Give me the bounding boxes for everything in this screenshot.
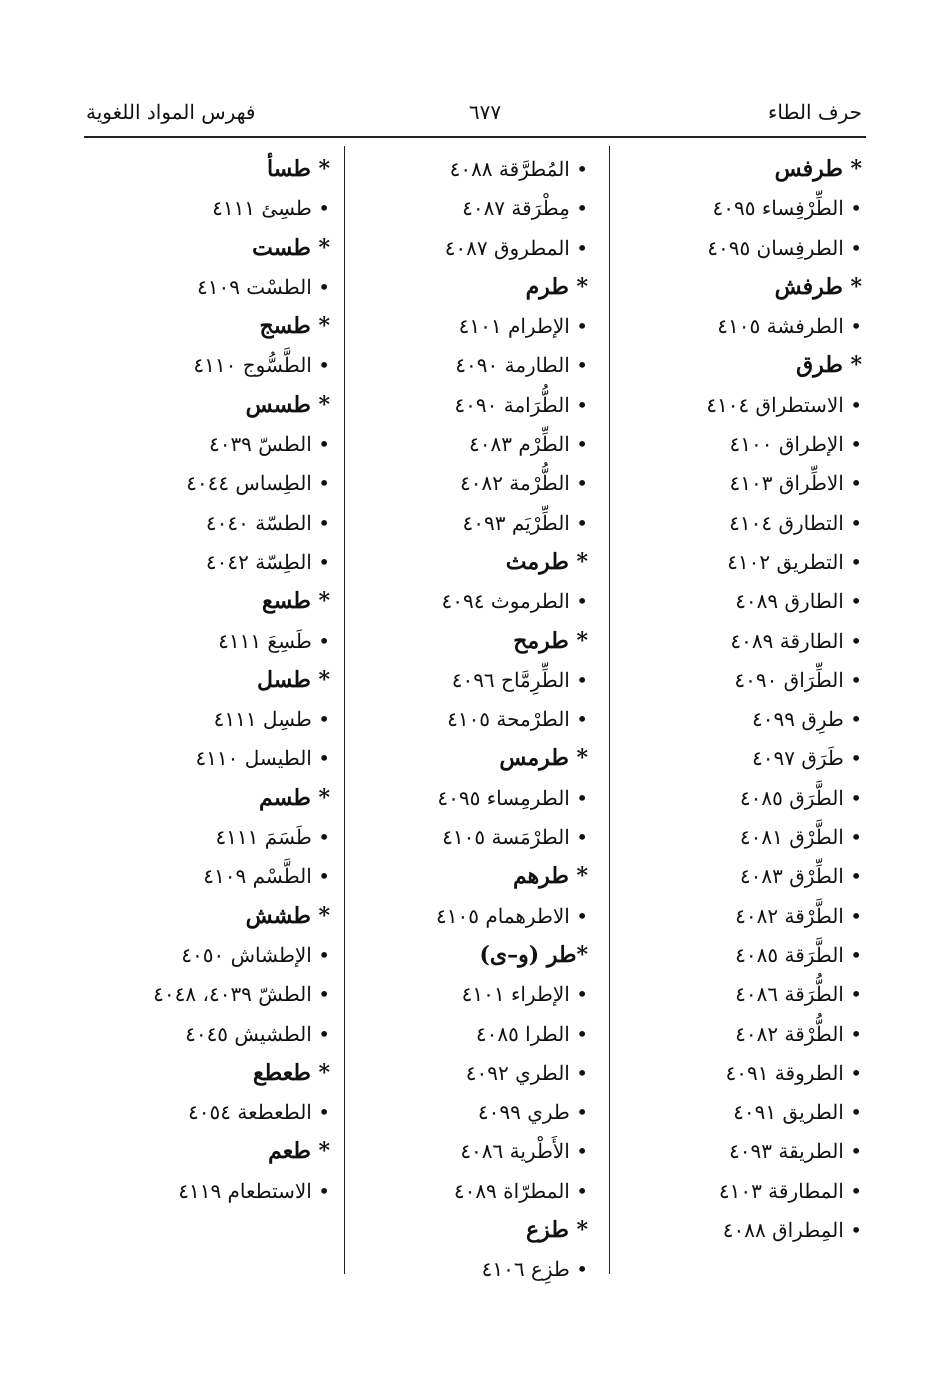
index-entry: • طَسِعَ ٤١١١ — [218, 628, 330, 653]
index-entry: • مِطْرَقة ٤٠٨٧ — [462, 196, 588, 221]
root-heading: * طرمح — [513, 627, 588, 654]
index-entry: • الطِساس ٤٠٤٤ — [186, 471, 330, 496]
index-entry: • الاستطراق ٤١٠٤ — [706, 392, 862, 417]
index-entry: • الطِّرْق ٤٠٨٣ — [739, 864, 862, 889]
index-entry: • الطسْت ٤١٠٩ — [196, 274, 330, 299]
column-divider-left — [344, 146, 345, 1274]
index-entry: • الطري ٤٠٩٢ — [465, 1060, 588, 1085]
index-entry: • الطِّرَاق ٤٠٩٠ — [734, 667, 862, 692]
index-entry: • الأَطْرية ٤٠٨٦ — [460, 1139, 588, 1164]
index-entry: • الإطشاش ٤٠٥٠ — [181, 942, 330, 967]
index-entry: • المُطرَّقة ٤٠٨٨ — [449, 157, 588, 181]
index-entry: • الطرا ٤٠٨٥ — [475, 1021, 588, 1046]
root-heading: * طعم — [268, 1138, 330, 1165]
index-entry: • طرِق ٤٠٩٩ — [752, 707, 862, 732]
index-entry: • الطَّرْق ٤٠٨١ — [739, 825, 862, 850]
index-entry: • الطعطعة ٤٠٥٤ — [188, 1100, 330, 1125]
index-entry: • طَسَمَ ٤١١١ — [215, 825, 330, 850]
root-heading: * طرمث — [505, 548, 588, 575]
index-entry: • الطرْمحة ٤١٠٥ — [447, 707, 588, 732]
index-entry: • الإطراق ٤١٠٠ — [729, 432, 862, 457]
index-entry: • الطريقة ٤٠٩٣ — [729, 1139, 862, 1164]
index-entry: • طسِئ ٤١١١ — [212, 196, 330, 221]
root-heading: * طرهم — [512, 863, 588, 890]
index-entry: • الطسّة ٤٠٤٠ — [205, 510, 330, 535]
index-entry: • الطرموث ٤٠٩٤ — [441, 589, 588, 614]
index-entry: • المِطراق ٤٠٨٨ — [722, 1218, 862, 1243]
index-entry: • الطارمة ٤٠٩٠ — [455, 353, 588, 378]
index-entry: • طري ٤٠٩٩ — [477, 1100, 588, 1125]
root-heading: * طرفس — [774, 156, 862, 182]
root-heading: * طعطع — [252, 1059, 330, 1086]
index-entry: • الطِّرِمَّاح ٤٠٩٦ — [451, 667, 588, 692]
index-entry: • طَرَق ٤٠٩٧ — [752, 746, 862, 771]
root-heading: * طرمس — [499, 745, 588, 772]
index-entry: • الطرفِسان ٤٠٩٥ — [707, 235, 862, 260]
header-rule — [84, 136, 866, 138]
index-entry: • المطارقة ٤١٠٣ — [718, 1178, 862, 1203]
index-column-right — [706, 150, 862, 1250]
index-column-left — [153, 150, 330, 1211]
index-title: فهرس المواد اللغوية — [86, 100, 256, 124]
index-entry: • التطريق ٤١٠٢ — [727, 549, 862, 574]
root-heading: * طشش — [245, 902, 330, 929]
index-entry: • الطريق ٤٠٩١ — [733, 1100, 862, 1125]
index-entry: • الطِّرْيَم ٤٠٩٣ — [462, 510, 588, 535]
index-entry: • الطارقة ٤٠٨٩ — [730, 628, 862, 653]
index-entry: • الطَّسُّوج ٤١١٠ — [193, 353, 330, 378]
root-heading: * طسم — [259, 784, 330, 811]
index-entry: • الطَّسْم ٤١٠٩ — [203, 864, 330, 889]
index-entry: • طزِع ٤١٠٦ — [481, 1257, 588, 1282]
index-entry: • الإطراء ٤١٠١ — [461, 982, 588, 1007]
section-title: حرف الطاء — [767, 100, 862, 124]
index-entry: • الطِّرْم ٤٠٨٣ — [469, 432, 588, 457]
root-heading: * طرم — [525, 273, 588, 300]
index-entry: • الطُّرْمة ٤٠٨٢ — [459, 471, 588, 496]
index-entry: • الاطرهمام ٤١٠٥ — [436, 903, 588, 928]
index-entry: • التطارق ٤١٠٤ — [729, 510, 862, 535]
index-entry: • الطسّ ٤٠٣٩ — [208, 432, 330, 457]
index-entry: • الطَّرَق ٤٠٨٥ — [739, 785, 862, 810]
column-divider-right — [609, 146, 610, 1274]
root-heading: * طسس — [245, 391, 330, 418]
index-entry: • الطَّرْقة ٤٠٨٢ — [735, 903, 862, 928]
index-entry: • الطَّرَقة ٤٠٨٥ — [735, 942, 862, 967]
root-heading: * طرفش — [774, 273, 862, 300]
index-entry: • الاستطعام ٤١١٩ — [178, 1178, 330, 1203]
index-entry: • الطِّرْفِساء ٤٠٩٥ — [712, 196, 862, 221]
index-entry: • الطيسل ٤١١٠ — [195, 746, 330, 771]
index-entry: • الطشّ ٤٠٣٩، ٤٠٤٨ — [153, 982, 330, 1007]
root-heading: * طسج — [259, 313, 330, 340]
index-entry: • الطُّرْقة ٤٠٨٢ — [735, 1021, 862, 1046]
root-heading: * طست — [252, 234, 330, 261]
index-entry: • الطرمِساء ٤٠٩٥ — [437, 785, 588, 810]
root-heading: * طسأ — [266, 156, 330, 182]
index-entry: • الطِسّة ٤٠٤٢ — [205, 549, 330, 574]
index-entry: • الطرْمَسة ٤١٠٥ — [442, 825, 588, 850]
index-column-middle — [436, 150, 588, 1290]
index-entry: • طسِل ٤١١١ — [213, 707, 330, 732]
root-heading: *طر (و–ى) — [479, 941, 588, 968]
index-entry: • الطُّرَامة ٤٠٩٠ — [454, 392, 588, 417]
index-entry: • الاطِّراق ٤١٠٣ — [729, 471, 862, 496]
page-number: ٦٧٧ — [468, 100, 502, 124]
index-entry: • الطروقة ٤٠٩١ — [725, 1060, 862, 1085]
root-heading: * طسع — [261, 588, 330, 615]
root-heading: * طسل — [257, 666, 330, 693]
root-heading: * طرق — [796, 352, 862, 379]
index-entry: • الطارق ٤٠٨٩ — [735, 589, 862, 614]
index-entry: • الطرفشة ٤١٠٥ — [717, 314, 862, 339]
index-entry: • المطرّاة ٤٠٨٩ — [453, 1178, 588, 1203]
index-entry: • الطُّرَقة ٤٠٨٦ — [735, 982, 862, 1007]
index-entry: • المطروق ٤٠٨٧ — [444, 235, 588, 260]
index-entry: • الإطرام ٤١٠١ — [458, 314, 588, 339]
index-entry: • الطشيش ٤٠٤٥ — [185, 1021, 330, 1046]
root-heading: * طزع — [526, 1217, 588, 1244]
